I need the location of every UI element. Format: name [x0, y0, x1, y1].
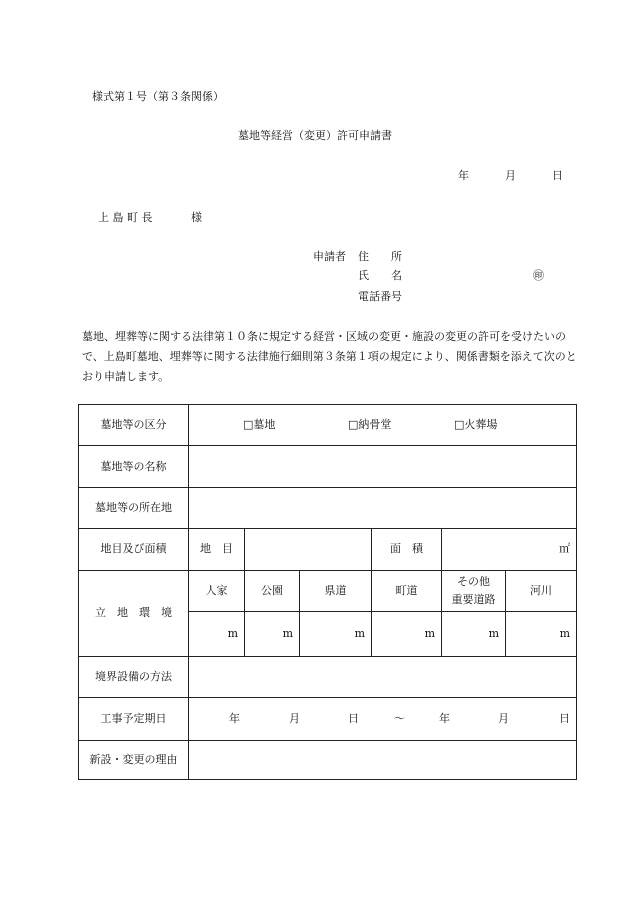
env-distance-park[interactable]: m: [245, 612, 300, 657]
schedule-end-year: 年: [439, 711, 450, 725]
location-row: [79, 487, 577, 528]
addressee: [98, 209, 202, 225]
date-month-label: 月: [505, 169, 516, 182]
land-type-field[interactable]: [245, 529, 372, 570]
schedule-start-day: 日: [348, 711, 359, 725]
reason-row: [79, 740, 577, 779]
date-day-label: 日: [552, 169, 563, 182]
env-header-river: 河川: [506, 570, 577, 611]
area-unit: ㎡: [559, 542, 571, 556]
env-distance-river[interactable]: m: [506, 612, 577, 657]
category-label: 墓地等の区分: [79, 405, 189, 446]
env-header-park: 公園: [245, 570, 300, 611]
schedule-start-month: 月: [289, 711, 300, 725]
date-line: [0, 167, 630, 183]
boundary-row: [79, 656, 577, 697]
env-header-other-road: その他 重要道路: [442, 570, 506, 611]
schedule-start-year: 年: [229, 711, 240, 725]
schedule-end-month: 月: [498, 711, 509, 725]
environment-header-row: [79, 570, 577, 611]
name-label: 氏 名: [358, 269, 402, 282]
env-header-town-road: 町道: [372, 570, 442, 611]
schedule-label: 工事予定期日: [79, 698, 189, 740]
category-row: [79, 405, 577, 446]
env-header-prefectural-road: 県道: [300, 570, 372, 611]
boundary-label: 境界設備の方法: [79, 656, 189, 697]
document-title: 墓地等経営（変更）許可申請書: [238, 129, 392, 142]
environment-label: 立 地 環 境: [79, 570, 189, 656]
option-ossuary[interactable]: □納骨堂: [348, 418, 392, 431]
option-cemetery[interactable]: □墓地: [243, 418, 276, 431]
schedule-field[interactable]: [189, 698, 577, 740]
applicant-block: [313, 248, 593, 308]
application-form-table: [78, 404, 577, 780]
boundary-field[interactable]: [189, 656, 577, 697]
category-options: [189, 405, 577, 446]
name-row: [79, 446, 577, 487]
date-year-label: 年: [458, 169, 469, 182]
reason-label: 新設・変更の理由: [79, 740, 189, 779]
area-field[interactable]: [442, 529, 577, 570]
phone-label: 電話番号: [358, 290, 402, 303]
applicant-label: 申請者: [313, 250, 346, 263]
area-label: 面 積: [372, 529, 442, 570]
env-distance-other-road[interactable]: m: [442, 612, 506, 657]
facility-name-field[interactable]: [189, 446, 577, 487]
land-row: [79, 529, 577, 570]
form-number: 様式第１号（第３条関係）: [92, 90, 224, 103]
reason-field[interactable]: [189, 740, 577, 779]
facility-location-label: 墓地等の所在地: [79, 487, 189, 528]
option-crematorium[interactable]: □火葬場: [454, 418, 498, 431]
env-distance-town-road[interactable]: m: [372, 612, 442, 657]
addressee-name: 上 島 町 長: [98, 211, 153, 224]
env-distance-houses[interactable]: m: [189, 612, 245, 657]
address-label: 住 所: [358, 250, 402, 263]
schedule-row: [79, 698, 577, 740]
land-type-label: 地 目: [189, 529, 245, 570]
facility-name-label: 墓地等の名称: [79, 446, 189, 487]
application-statement: 墓地、埋葬等に関する法律第１０条に規定する経営・区域の変更・施設の変更の許可を受けたいので、上島町墓地、埋葬等に関する法律施行細則第３条第１項の規定により、関係書類を添えて次のとおり申請します。: [82, 330, 577, 383]
facility-location-field[interactable]: [189, 487, 577, 528]
schedule-end-day: 日: [559, 711, 570, 725]
env-header-houses: 人家: [189, 570, 245, 611]
addressee-honorific: 様: [191, 211, 202, 224]
seal-mark: ㊞: [533, 269, 544, 282]
schedule-tilde: ～: [394, 711, 405, 725]
land-label: 地目及び面積: [79, 529, 189, 570]
env-distance-prefectural-road[interactable]: m: [300, 612, 372, 657]
